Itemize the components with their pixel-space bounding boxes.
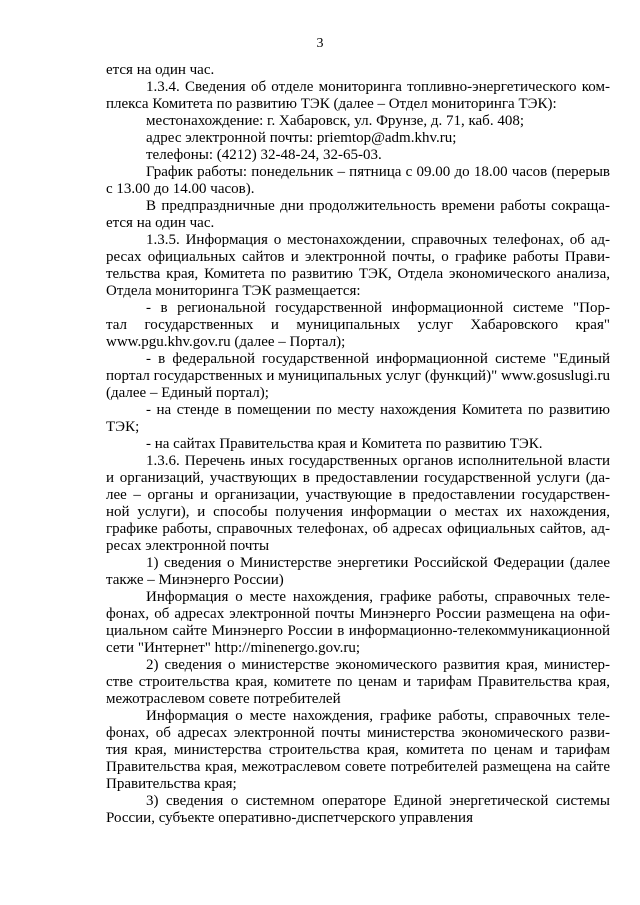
text-line: и организаций, участвующих в предоставлении государственной услуги (да- — [106, 470, 610, 486]
text-line: фонах, об адресах электронной почты Минэнерго России размещена на офи- — [106, 606, 610, 622]
text-line: ется на один час. — [106, 215, 215, 231]
text-line: 1.3.6. Перечень иных государственных органов исполнительной власти — [146, 453, 610, 469]
text-line: тия края, министерства строительства края, комитета по ценам и тарифам — [106, 742, 610, 758]
text-line: тал государственных и муниципальных услуг Хабаровского края" — [106, 317, 610, 333]
text-line: портал государственных и муниципальных услуг (функций)" www.gosuslugi.ru — [106, 368, 610, 384]
text-line: лее – органы и организации, участвующие в предоставлении государствен- — [106, 487, 610, 503]
text-line: графике работы, справочных телефонах, об адресах официальных сайтов, ад- — [106, 521, 610, 537]
text-line: с 13.00 до 14.00 часов). — [106, 181, 255, 197]
document-body — [106, 62, 610, 827]
text-line: тельства края, Комитета по развитию ТЭК, Отдела экономического анализа, — [106, 266, 610, 282]
text-line: 3) сведения о системном операторе Единой энергетической системы — [146, 793, 610, 809]
text-line: адрес электронной почты: priemtop@adm.khv.ru; — [146, 130, 457, 146]
text-line: телефоны: (4212) 32-48-24, 32-65-03. — [146, 147, 382, 163]
text-line: ТЭК; — [106, 419, 140, 435]
text-line: Правительства края; — [106, 776, 237, 792]
text-line: Правительства края, межотраслевом совете потребителей размещена на сайте — [106, 759, 610, 775]
text-line: График работы: понедельник – пятница с 09.00 до 18.00 часов (перерыв — [146, 164, 610, 180]
text-line: местонахождение: г. Хабаровск, ул. Фрунзе, д. 71, каб. 408; — [146, 113, 524, 129]
text-line: - в региональной государственной информационной системе "Пор- — [146, 300, 610, 316]
text-line: также – Минэнерго России) — [106, 572, 284, 588]
text-line: Информация о месте нахождения, графике работы, справочных теле- — [146, 708, 610, 724]
page-number: 3 — [316, 36, 324, 51]
text-line: межотраслевом совете потребителей — [106, 691, 341, 707]
text-line: В предпраздничные дни продолжительность времени работы сокраща- — [146, 198, 610, 214]
text-line: (далее – Единый портал); — [106, 385, 269, 401]
text-line: - на стенде в помещении по месту нахождения Комитета по развитию — [146, 402, 610, 418]
text-line: ресах электронной почты — [106, 538, 270, 554]
text-line: ресах официальных сайтов и электронной почты, о графике работы Прави- — [106, 249, 610, 265]
text-line: стве строительства края, комитете по ценам и тарифам Правительства края, — [106, 674, 610, 690]
text-line: 2) сведения о министерстве экономического развития края, министер- — [146, 657, 610, 673]
text-line: - на сайтах Правительства края и Комитета по развитию ТЭК. — [146, 436, 543, 452]
text-line: сети "Интернет" http://minenergo.gov.ru; — [106, 640, 361, 656]
text-line: 1.3.5. Информация о местонахождении, справочных телефонах, об ад- — [146, 232, 610, 248]
text-line: 1.3.4. Сведения об отделе мониторинга топливно-энергетического ком- — [146, 79, 610, 95]
text-line: ется на один час. — [106, 62, 215, 78]
text-line: циальном сайте Минэнерго России в информационно-телекоммуникационной — [106, 623, 610, 639]
text-line: www.pgu.khv.gov.ru (далее – Портал); — [106, 334, 346, 350]
text-line: плекса Комитета по развитию ТЭК (далее – Отдел мониторинга ТЭК): — [106, 96, 557, 112]
text-line: ной услуги), и способы получения информации о местах их нахождения, — [106, 504, 610, 520]
text-line: фонах, об адресах электронной почты министерства экономического разви- — [106, 725, 610, 741]
text-line: Отдела мониторинга ТЭК размещается: — [106, 283, 361, 299]
text-line: России, субъекте оперативно-диспетчерского управления — [106, 810, 473, 826]
text-line: Информация о месте нахождения, графике работы, справочных теле- — [146, 589, 610, 605]
text-line: - в федеральной государственной информационной системе "Единый — [146, 351, 610, 367]
text-line: 1) сведения о Министерстве энергетики Российской Федерации (далее — [146, 555, 610, 571]
